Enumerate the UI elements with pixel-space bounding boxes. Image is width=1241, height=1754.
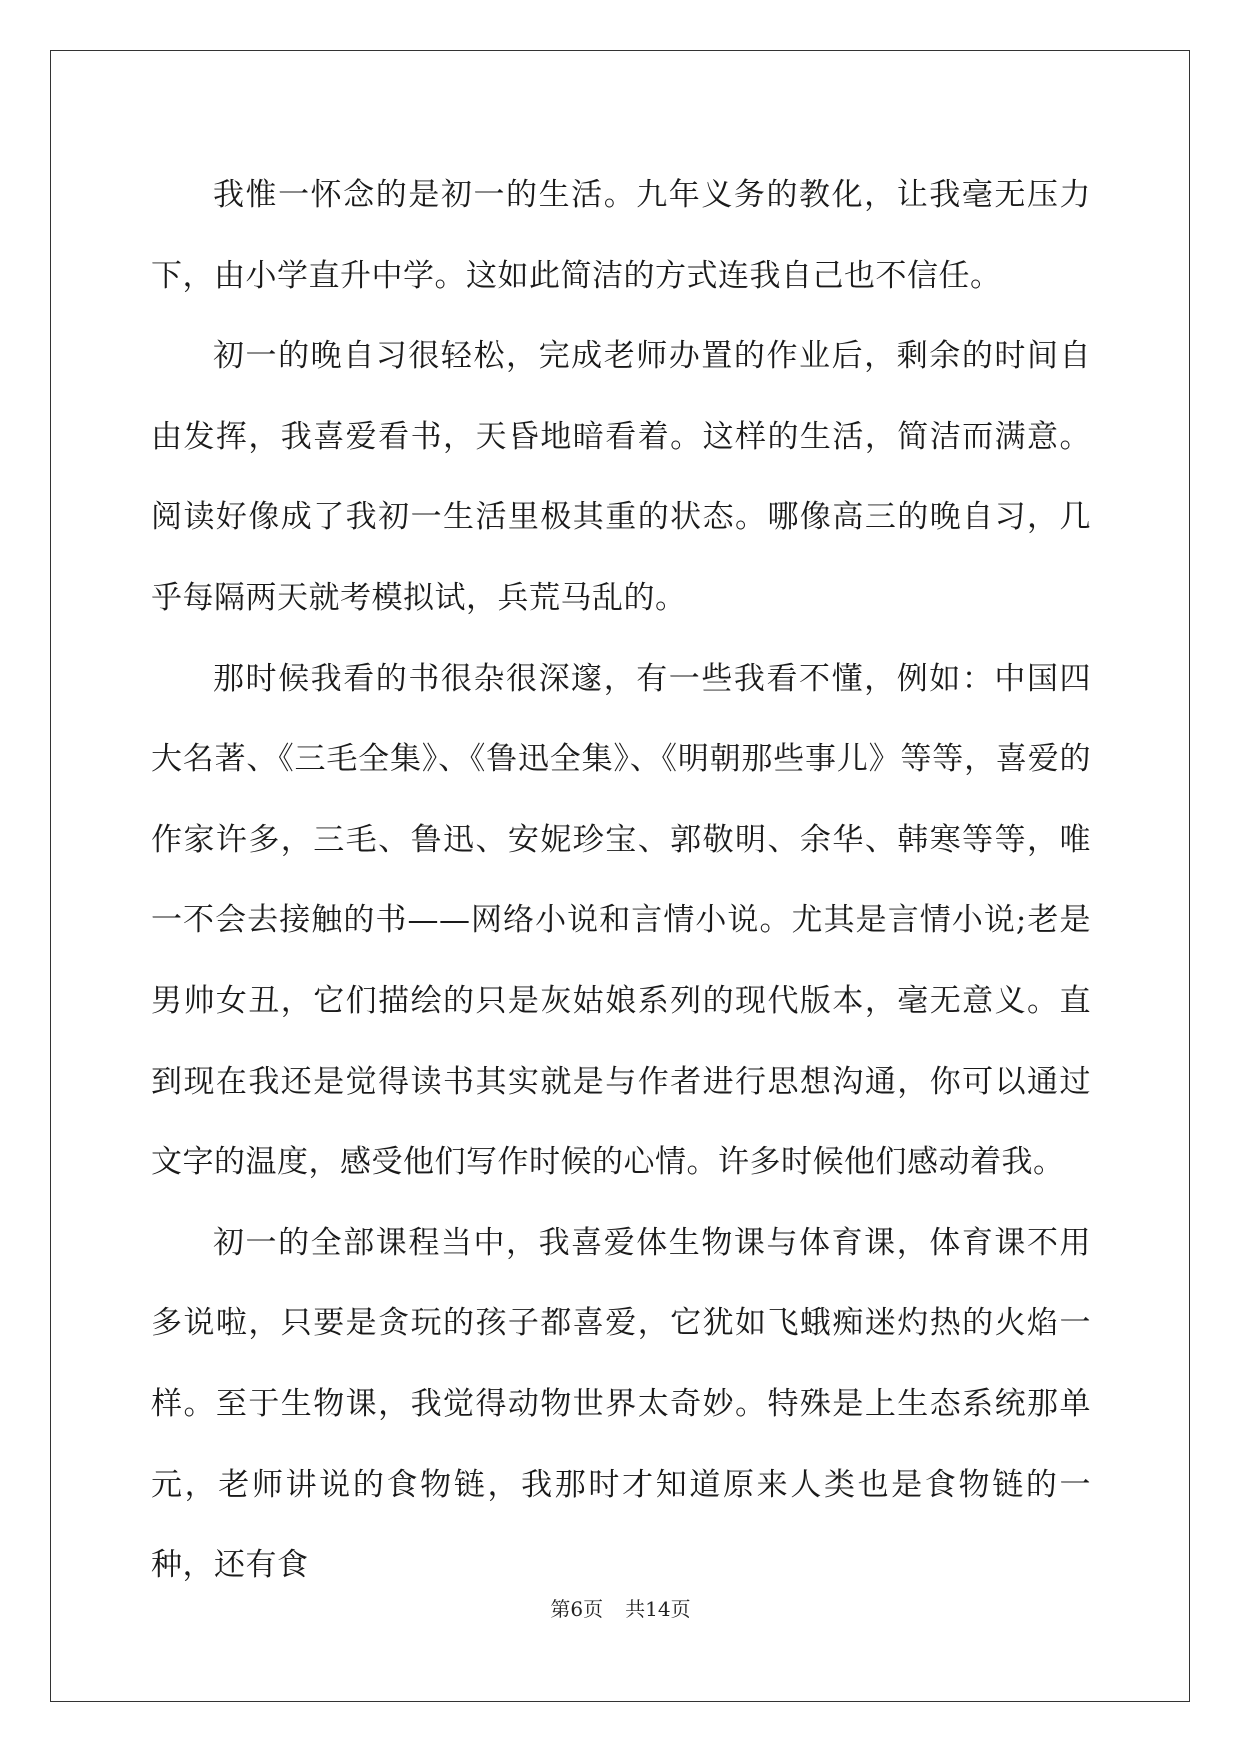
paragraph-2: 初一的晚自习很轻松，完成老师办置的作业后，剩余的时间自由发挥，我喜爱看书，天昏地暗看着。这样的生活，简洁而满意。阅读好像成了我初一生活里极其重的状态。哪像高三的晚自习，几乎每隔两天就考模拟试，兵荒马乱的。 [151, 338, 1091, 616]
page-footer [0, 1593, 1241, 1622]
paragraph-3: 那时候我看的书很杂很深邃，有一些我看不懂，例如：中国四大名著、《三毛全集》、《鲁迅全集》、《明朝那些事儿》等等，喜爱的作家许多，三毛、鲁迅、安妮珍宝、郭敬明、余华、韩寒等等，唯一不会去接触的书——网络小说和言情小说。尤其是言情小说;老是男帅女丑，它们描绘的只是灰姑娘系列的现代版本，毫无意义。直到现在我还是觉得读书其实就是与作者进行思想沟通，你可以通过文字的温度，感受他们写作时候的心情。许多时候他们感动着我。 [151, 660, 1091, 1181]
paragraph-1: 我惟一怀念的是初一的生活。九年义务的教化，让我毫无压力下，由小学直升中学。这如此简洁的方式连我自己也不信任。 [151, 177, 1091, 294]
page-number: 第6页 [550, 1597, 604, 1621]
document-body [151, 155, 1091, 1606]
paragraph-4: 初一的全部课程当中，我喜爱体生物课与体育课，体育课不用多说啦，只要是贪玩的孩子都喜爱，它犹如飞蛾痴迷灼热的火焰一样。至于生物课，我觉得动物世界太奇妙。特殊是上生态系统那单元，老师讲说的食物链，我那时才知道原来人类也是食物链的一种，还有食 [151, 1224, 1091, 1584]
page-total: 共14页 [625, 1597, 691, 1621]
